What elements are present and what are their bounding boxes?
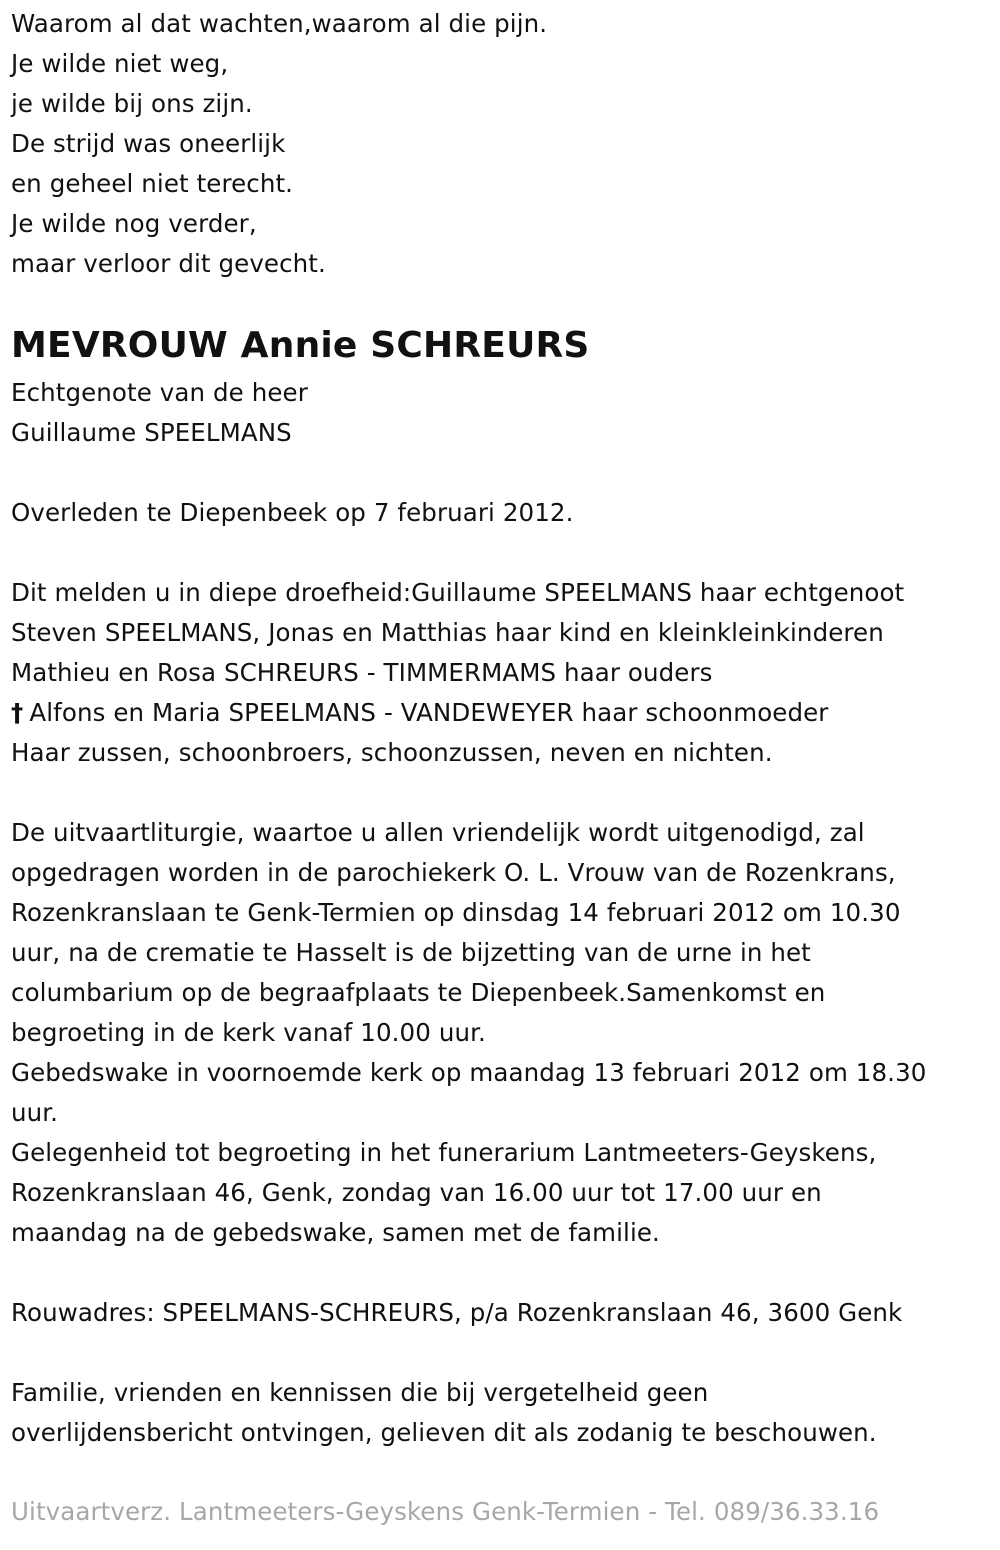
closing-note — [11, 1373, 1000, 1453]
funeral-details — [11, 813, 1000, 1253]
deceased-name: MEVROUW Annie SCHREURS — [11, 325, 590, 366]
family-line: Dit melden u in diepe droefheid:Guillaume SPEELMANS haar echtgenoot — [11, 578, 905, 607]
spacer — [11, 453, 1000, 493]
funeral-line: Rozenkranslaan 46, Genk, zondag van 16.00 uur tot 17.00 uur en — [11, 1178, 822, 1207]
poem-line: De strijd was oneerlijk — [11, 129, 286, 158]
poem-line: Waarom al dat wachten,waarom al die pijn. — [11, 9, 548, 38]
deceased-parents-in-law: Alfons en Maria SPEELMANS - VANDEWEYER haar schoonmoeder — [29, 698, 829, 727]
funeral-home-footer: Uitvaartverz. Lantmeeters-Geyskens Genk-Termien - Tel. 089/36.33.16 — [11, 1497, 880, 1526]
mourning-address: Rouwadres: SPEELMANS-SCHREURS, p/a Rozenkranslaan 46, 3600 Genk — [11, 1298, 903, 1327]
family-line: Haar zussen, schoonbroers, schoonzussen, neven en nichten. — [11, 738, 773, 767]
family-line-deceased — [11, 693, 1000, 733]
family-announcement — [11, 573, 1000, 773]
funeral-line: uur. — [11, 1098, 59, 1127]
funeral-line: begroeting in de kerk vanaf 10.00 uur. — [11, 1018, 486, 1047]
spacer — [11, 1253, 1000, 1293]
funeral-line: Gelegenheid tot begroeting in het funerarium Lantmeeters-Geyskens, — [11, 1138, 877, 1167]
funeral-line: columbarium op de begraafplaats te Diepenbeek.Samenkomst en — [11, 978, 826, 1007]
spouse-name: Guillaume SPEELMANS — [11, 418, 292, 447]
funeral-line: opgedragen worden in de parochiekerk O. L. Vrouw van de Rozenkrans, — [11, 858, 896, 887]
poem-line: Je wilde niet weg, — [11, 49, 229, 78]
funeral-line: De uitvaartliturgie, waartoe u allen vriendelijk wordt uitgenodigd, zal — [11, 818, 865, 847]
cross-icon: † — [11, 698, 24, 727]
poem — [11, 4, 1000, 284]
family-line: Mathieu en Rosa SCHREURS - TIMMERMAMS haar ouders — [11, 658, 713, 687]
funeral-line: Rozenkranslaan te Genk-Termien op dinsdag 14 februari 2012 om 10.30 — [11, 898, 901, 927]
poem-line: Je wilde nog verder, — [11, 209, 257, 238]
spacer — [11, 1333, 1000, 1373]
closing-line: Familie, vrienden en kennissen die bij vergetelheid geen — [11, 1378, 709, 1407]
poem-line: maar verloor dit gevecht. — [11, 249, 326, 278]
poem-line: en geheel niet terecht. — [11, 169, 294, 198]
spacer — [11, 533, 1000, 573]
family-line: Steven SPEELMANS, Jonas en Matthias haar kind en kleinkleinkinderen — [11, 618, 884, 647]
death-notice: Overleden te Diepenbeek op 7 februari 2012. — [11, 498, 574, 527]
closing-line: overlijdensbericht ontvingen, gelieven dit als zodanig te beschouwen. — [11, 1418, 877, 1447]
poem-line: je wilde bij ons zijn. — [11, 89, 253, 118]
funeral-line: uur, na de crematie te Hasselt is de bijzetting van de urne in het — [11, 938, 811, 967]
spouse-line: Echtgenote van de heer — [11, 378, 308, 407]
funeral-line: maandag na de gebedswake, samen met de familie. — [11, 1218, 660, 1247]
spacer — [11, 773, 1000, 813]
funeral-line: Gebedswake in voornoemde kerk op maandag 13 februari 2012 om 18.30 — [11, 1058, 927, 1087]
